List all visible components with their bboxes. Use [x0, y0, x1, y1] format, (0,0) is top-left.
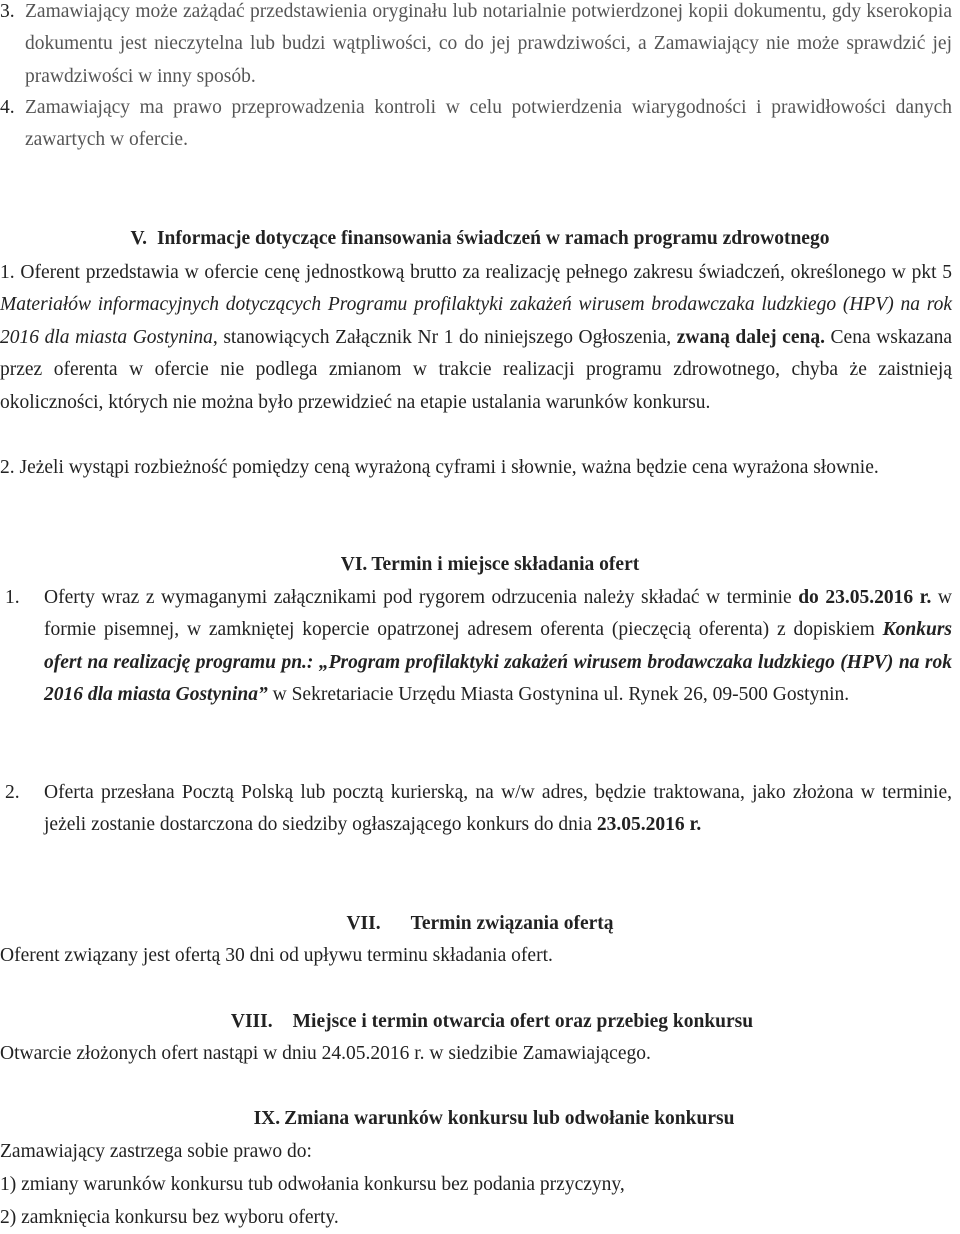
list-item-3 — [0, 0, 952, 93]
section-title: Informacje dotyczące finansowania świadczeń w ramach programu zdrowotnego — [156, 228, 830, 249]
list-number: 1. — [0, 262, 15, 283]
section-heading-v — [0, 225, 960, 253]
paragraph-text: Oferty wraz z wymaganymi załącznikami pod rygorem odrzucenia należy składać w terminie — [44, 587, 799, 608]
section-viii-text: Otwarcie złożonych ofert nastąpi w dniu 24.05.2016 r. w siedzibie Zamawiającego. — [0, 1043, 651, 1064]
bold-text: zwaną dalej ceną. — [676, 326, 825, 348]
paragraph-text: Jeżeli wystąpi rozbieżność pomiędzy ceną wyrażoną cyframi i słownie, ważna będzie cena wyrażona słownie. — [19, 457, 879, 478]
section-title: Termin związania ofertą — [410, 913, 614, 934]
section-vi-paragraph-1 — [0, 582, 952, 712]
section-heading-ix — [14, 1105, 960, 1133]
italic-text: Materiałów informacyjnych dotyczących Programu profilaktyki zakażeń wirusem brodawczaka ludzkiego (HPV) na rok 2016 dla miasta Gostynina — [0, 294, 952, 348]
paragraph-text: w formie pisemnej, w zamkniętej kopercie opatrzonej adresem oferenta (pieczęcią oferenta) z dopiskiem — [44, 587, 952, 641]
bold-text: 23.05.2016 r. — [596, 814, 702, 836]
list-number: 2. — [0, 457, 15, 478]
list-item-4 — [0, 92, 952, 157]
paragraph-text: Cena wskazana przez oferenta w ofercie nie podlega zmianom w trakcie realizacji programu zdrowotnego, chyba że zaistnieją okoliczności, których nie można było przewidzieć na etapie ustalania warunków konkursu. — [0, 326, 952, 413]
paragraph-text: Oferta przesłana Pocztą Polską lub pocztą kurierską, na w/w adres, będzie traktowana, jako złożona w terminie, jeżeli zostanie dostarczona do siedziby ogłaszającego konkurs do dnia — [44, 782, 952, 836]
section-title: Zmiana warunków konkursu lub odwołanie konkursu — [284, 1108, 735, 1129]
list-text: Zamawiający może zażądać przedstawienia oryginału lub notarialnie potwierdzonej kopii dokumentu, gdy kserokopia dokumentu jest nieczytelna lub budzi wątpliwości, co do jej prawdziwości, a Zamawiający nie może sprawdzić jej prawdziwości w inny sposób. — [25, 1, 952, 87]
section-heading-vi — [10, 551, 960, 579]
section-vii-text: Oferent związany jest ofertą 30 dni od upływu terminu składania ofert. — [0, 945, 553, 966]
section-title: Miejsce i termin otwarcia ofert oraz przebieg konkursu — [292, 1011, 754, 1032]
list-text: Zamawiający ma prawo przeprowadzenia kontroli w celu potwierdzenia wiarygodności i prawidłowości danych zawartych w ofercie. — [25, 97, 952, 151]
section-heading-viii — [12, 1008, 960, 1036]
section-number: VI. — [340, 554, 368, 575]
paragraph-text: Oferent przedstawia w ofercie cenę jednostkową brutto za realizację pełnego zakresu świadczeń, określonego w pkt 5 — [20, 262, 952, 283]
list-number: 2. — [5, 782, 20, 803]
section-number: V. — [130, 228, 147, 249]
list-number: 1. — [5, 587, 20, 608]
list-number: 3. — [0, 1, 15, 22]
section-heading-vii — [0, 910, 960, 938]
section-ix-list-item-2: 2) zamknięcia konkursu bez wyboru oferty. — [0, 1207, 339, 1228]
paragraph-text: , stanowiących Załącznik Nr 1 do niniejszego Ogłoszenia, — [212, 326, 677, 348]
section-number: VIII. — [230, 1011, 273, 1032]
section-vi-paragraph-2 — [0, 777, 952, 842]
section-v-paragraph-2 — [0, 452, 952, 484]
section-ix-list-item-1: 1) zmiany warunków konkursu tub odwołania konkursu bez podania przyczyny, — [0, 1174, 625, 1195]
section-number: VII. — [346, 913, 381, 934]
section-v-paragraph-1 — [0, 257, 952, 419]
paragraph-content — [44, 582, 952, 712]
section-number: IX. — [253, 1108, 281, 1129]
section-title: Termin i miejsce składania ofert — [371, 554, 640, 575]
paragraph-text: w Sekretariacie Urzędu Miasta Gostynina ul. Rynek 26, 09-500 Gostynin. — [267, 684, 850, 706]
bold-italic-text: Konkurs ofert na realizację programu pn.: „Program profilaktyki zakażeń wirusem brodawczaka ludzkiego (HPV) na rok 2016 dla miasta Gostynina” — [44, 619, 952, 706]
list-number: 4. — [0, 97, 15, 118]
paragraph-content — [44, 777, 952, 842]
bold-text: do 23.05.2016 r. — [798, 587, 932, 608]
section-ix-intro: Zamawiający zastrzega sobie prawo do: — [0, 1141, 312, 1162]
